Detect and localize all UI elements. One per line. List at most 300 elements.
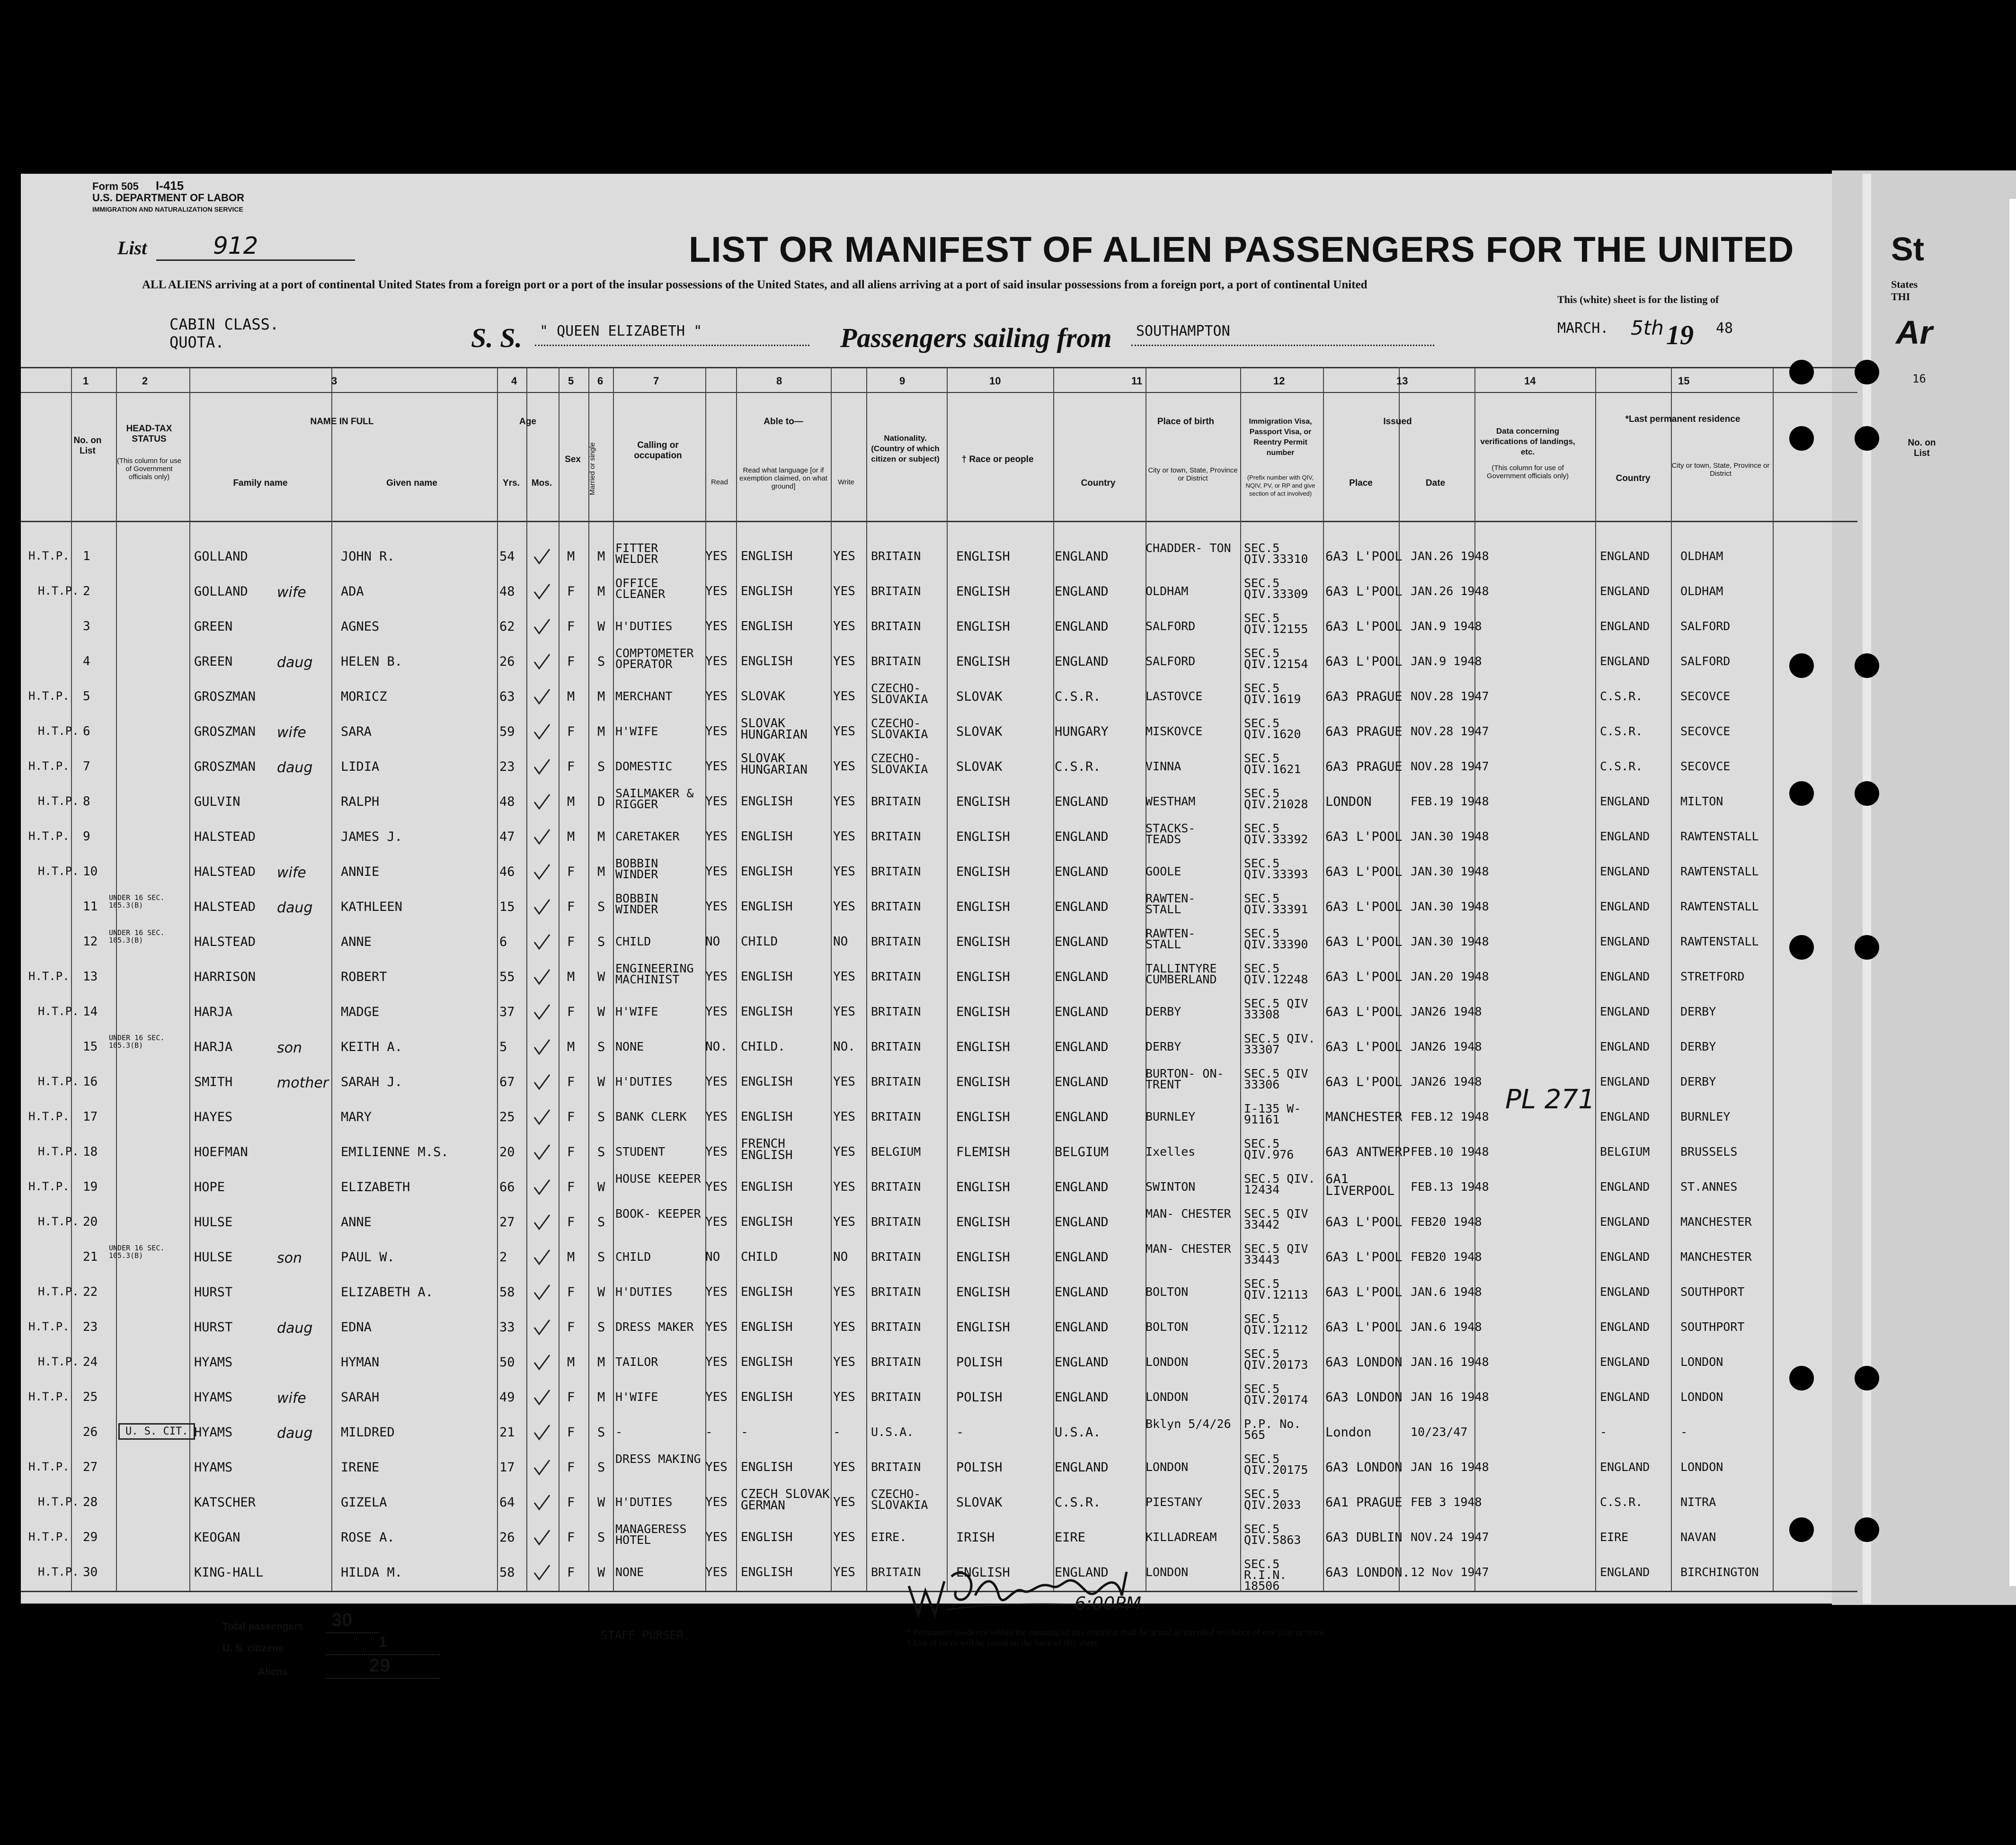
can-write: YES: [833, 1075, 855, 1089]
occupation: H'DUTIES: [615, 619, 673, 633]
occupation: NONE: [615, 1040, 644, 1053]
age-years: 46: [499, 865, 515, 879]
can-read: YES: [705, 829, 728, 844]
issued-place: 6A3 L'POOL: [1325, 549, 1403, 564]
residence-city: DERBY: [1680, 1005, 1716, 1018]
birth-country: C.S.R.: [1055, 759, 1101, 774]
can-write: YES: [833, 1285, 855, 1299]
issued-date: JAN.30 1948: [1411, 900, 1489, 913]
manifest-title: LIST OR MANIFEST OF ALIEN PASSENGERS FOR THE UNITED: [689, 230, 1794, 270]
issued-place: 6A3 L'POOL: [1325, 1250, 1403, 1265]
check-mark-icon: [533, 1178, 551, 1197]
can-read: YES: [705, 1110, 728, 1124]
check-mark-icon: [533, 1493, 551, 1512]
passenger-row: [0, 785, 1837, 820]
residence-country: ENGLAND: [1600, 900, 1650, 913]
check-mark-icon: [533, 1423, 551, 1442]
punch-hole: [1789, 781, 1814, 806]
can-write: YES: [833, 1460, 855, 1474]
hdr-res-country: Country: [1616, 473, 1651, 483]
can-write: YES: [833, 654, 855, 668]
header-bottom-rule: [21, 521, 1857, 522]
family-name: GULVIN: [194, 794, 240, 809]
issued-place: 6A3 L'POOL: [1325, 935, 1403, 949]
birth-city: Bklyn 5/4/26: [1146, 1417, 1231, 1431]
issued-date: JAN.26 1948: [1411, 549, 1489, 563]
issued-date: JAN 16 1948: [1411, 1460, 1489, 1474]
marital-status: W: [597, 1180, 605, 1194]
birth-city: LONDON: [1146, 1355, 1189, 1369]
read-language: ENGLISH: [741, 794, 793, 809]
marital-status: D: [597, 794, 605, 809]
family-name: HURST: [194, 1285, 233, 1300]
age-years: 63: [499, 689, 515, 704]
marital-status: S: [597, 654, 605, 669]
residence-country: ENGLAND: [1600, 1355, 1650, 1369]
next-page-sheet: [1832, 170, 2016, 1605]
given-name: EDNA: [341, 1320, 372, 1335]
residence-country: C.S.R.: [1600, 689, 1643, 703]
race: ENGLISH: [956, 619, 1010, 634]
sex: F: [567, 1075, 575, 1089]
residence-city: NITRA: [1680, 1495, 1716, 1509]
list-number-cell: 26: [83, 1425, 98, 1439]
sex: M: [567, 1355, 575, 1370]
race: ENGLISH: [956, 1180, 1010, 1194]
issued-date: JAN.20 1948: [1411, 970, 1489, 983]
family-note: wife: [277, 584, 306, 601]
issued-date: JAN.6 1948: [1411, 1285, 1482, 1299]
race: ENGLISH: [956, 549, 1010, 564]
residence-city: SECOVCE: [1680, 759, 1731, 773]
check-mark-icon: [533, 1283, 551, 1302]
can-write: YES: [833, 1180, 855, 1194]
can-read: NO.: [705, 1040, 728, 1054]
marital-status: S: [597, 1460, 605, 1475]
column-number: 9: [899, 375, 906, 387]
age-years: 25: [499, 1110, 515, 1124]
given-name: LIDIA: [341, 759, 380, 774]
head-tax-status: H.T.P.: [38, 794, 79, 808]
race: POLISH: [956, 1460, 1003, 1475]
birth-city: BOLTON: [1146, 1285, 1189, 1299]
family-name: HURST: [194, 1320, 233, 1335]
given-name: RALPH: [341, 794, 380, 809]
read-language: CHILD.: [741, 1040, 785, 1054]
hdr-race: † Race or people: [961, 455, 1034, 464]
race: ENGLISH: [956, 970, 1010, 984]
issued-place: 6A3 PRAGUE: [1325, 759, 1403, 774]
sex: F: [567, 1110, 575, 1124]
head-tax-status: H.T.P.: [38, 1005, 79, 1018]
list-number-cell: 30: [83, 1565, 98, 1579]
can-read: YES: [705, 1005, 728, 1019]
occupation: H'WIFE: [615, 1390, 658, 1404]
sex: M: [567, 689, 575, 704]
race: IRISH: [956, 1530, 995, 1545]
issued-date: FEB 3 1948: [1411, 1495, 1482, 1509]
given-name: EMILIENNE M.S.: [341, 1145, 449, 1159]
issued-date: JAN.26 1948: [1411, 584, 1489, 598]
column-number-rule: [21, 392, 1857, 393]
residence-city: RAWTENSTALL: [1680, 935, 1759, 948]
residence-country: ENGLAND: [1600, 794, 1650, 808]
occupation: MANAGERESS HOTEL: [615, 1522, 687, 1547]
list-number-cell: 18: [83, 1145, 98, 1159]
hdr-given-name: Given name: [386, 478, 437, 488]
list-number-cell: 24: [83, 1355, 98, 1369]
nationality: BRITAIN: [871, 1320, 921, 1334]
visa-number: SEC.5 QIV.33309: [1244, 576, 1308, 601]
passenger-row: [0, 610, 1837, 645]
hdr-head-tax-note: (This column for use of Government officials only): [117, 457, 181, 481]
occupation: DRESS MAKING: [615, 1452, 701, 1466]
given-name: ELIZABETH: [341, 1180, 410, 1194]
check-mark-icon: [533, 1318, 551, 1337]
ship-name: " QUEEN ELIZABETH ": [540, 323, 702, 339]
check-mark-icon: [533, 1213, 551, 1232]
family-name: HALSTEAD: [194, 865, 256, 879]
issued-place: 6A3 L'POOL: [1325, 1040, 1403, 1054]
list-number-cell: 10: [83, 865, 98, 879]
column-number: 12: [1273, 375, 1285, 387]
read-language: SLOVAK HUNGARIAN: [741, 716, 808, 742]
passenger-row: [0, 1486, 1837, 1521]
read-language: ENGLISH: [741, 584, 793, 598]
race: SLOVAK: [956, 689, 1003, 704]
birth-city: Ixelles: [1146, 1145, 1196, 1159]
race: ENGLISH: [956, 584, 1010, 599]
read-language: CZECH SLOVAK GERMAN: [741, 1487, 830, 1513]
nationality: BRITAIN: [871, 1250, 921, 1264]
age-years: 50: [499, 1355, 515, 1370]
issued-place: 6A3 L'POOL: [1325, 584, 1403, 599]
marital-status: S: [597, 1110, 605, 1124]
birth-country: ENGLAND: [1055, 794, 1109, 809]
passenger-row: [0, 1135, 1837, 1170]
occupation: H'DUTIES: [615, 1495, 673, 1509]
residence-country: ENGLAND: [1600, 865, 1650, 878]
age-years: 26: [499, 1530, 515, 1545]
birth-country: ENGLAND: [1055, 1110, 1109, 1124]
check-mark-icon: [533, 652, 551, 671]
residence-country: ENGLAND: [1600, 654, 1650, 668]
aliens: 29: [369, 1655, 391, 1676]
passenger-row: [0, 995, 1837, 1030]
birth-city: MISKOVCE: [1146, 724, 1203, 738]
issued-place: 6A3 L'POOL: [1325, 1215, 1403, 1230]
age-years: 49: [499, 1390, 515, 1405]
age-years: 67: [499, 1075, 515, 1089]
can-write: YES: [833, 1530, 855, 1544]
race: ENGLISH: [956, 1250, 1010, 1265]
hdr-calling: Calling or occupation: [634, 440, 682, 461]
given-name: ANNE: [341, 935, 372, 949]
issued-place: 6A3 LONDON: [1325, 1460, 1403, 1475]
residence-country: ENGLAND: [1600, 935, 1650, 948]
nationality: BRITAIN: [871, 970, 921, 983]
birth-city: OLDHAM: [1146, 584, 1189, 598]
nationality: BRITAIN: [871, 1180, 921, 1194]
passenger-row: [0, 855, 1837, 890]
residence-country: C.S.R.: [1600, 1495, 1643, 1509]
check-mark-icon: [533, 863, 551, 882]
hdr-head-tax: HEAD-TAX STATUS: [126, 424, 172, 444]
us-citizens-label: U. S. citizens: [222, 1643, 284, 1654]
issued-date: JAN26 1948: [1411, 1075, 1482, 1088]
head-tax-status: H.T.P.: [38, 1495, 79, 1508]
given-name: MILDRED: [341, 1425, 395, 1440]
age-years: 2: [499, 1250, 507, 1265]
residence-country: ENGLAND: [1600, 1460, 1650, 1474]
given-name: ANNIE: [341, 865, 380, 879]
residence-city: DERBY: [1680, 1040, 1716, 1053]
read-language: -: [741, 1425, 748, 1439]
family-name: SMITH: [194, 1075, 233, 1089]
occupation: NONE: [615, 1565, 644, 1579]
nationality: BRITAIN: [871, 1040, 921, 1053]
birth-country: ENGLAND: [1055, 619, 1109, 634]
family-name: KEOGAN: [194, 1530, 240, 1545]
issued-place: 6A3 PRAGUE: [1325, 689, 1403, 704]
occupation: CHILD: [615, 1250, 651, 1264]
form-id: [92, 180, 244, 215]
occupation: DOMESTIC: [615, 759, 673, 773]
issued-date: JAN.6 1948: [1411, 1320, 1482, 1334]
visa-number: SEC.5 QIV.12155: [1244, 611, 1308, 636]
given-name: KATHLEEN: [341, 900, 403, 914]
issued-place: 6A3 L'POOL: [1325, 1005, 1403, 1019]
marital-status: S: [597, 1530, 605, 1545]
occupation: BOBBIN WINDER: [615, 856, 658, 881]
residence-country: ENGLAND: [1600, 970, 1650, 983]
port-underline: [1131, 345, 1434, 346]
marital-status: S: [597, 1320, 605, 1335]
hdr-data-concerning: Data concerning verifications of landings, etc.: [1480, 427, 1575, 456]
occupation: SAILMAKER & RIGGER: [615, 786, 694, 811]
issued-place: MANCHESTER: [1325, 1110, 1403, 1124]
can-read: YES: [705, 1460, 728, 1474]
list-underline: [156, 259, 355, 261]
age-years: 54: [499, 549, 515, 564]
given-name: IRENE: [341, 1460, 380, 1475]
residence-country: ENGLAND: [1600, 1565, 1650, 1579]
punch-hole: [1855, 935, 1879, 960]
birth-country: ENGLAND: [1055, 1460, 1109, 1475]
next-sheet-hdr: No. on List: [1908, 438, 1936, 458]
race: -: [956, 1425, 964, 1440]
next-sheet-title: St: [1891, 231, 1924, 267]
birth-city: WESTHAM: [1146, 794, 1196, 808]
list-number-cell: 22: [83, 1285, 98, 1299]
can-read: YES: [705, 794, 728, 809]
hdr-family-name: Family name: [233, 478, 288, 488]
birth-city: MAN- CHESTER: [1146, 1207, 1231, 1221]
age-years: 17: [499, 1460, 515, 1475]
ss-label: S. S.: [471, 322, 523, 353]
can-write: YES: [833, 759, 855, 774]
head-tax-status: H.T.P.: [28, 759, 70, 773]
nationality: U.S.A.: [871, 1425, 914, 1439]
manifest-subtitle: ALL ALIENS arriving at a port of continental United States from a foreign port or a port of the insular possessions of the United States, and all aliens arriving at a port of said insular possessions from a foreign port, a port of continental United: [142, 278, 1368, 291]
read-language: ENGLISH: [741, 549, 793, 563]
can-write: YES: [833, 1320, 855, 1334]
birth-city: BOLTON: [1146, 1320, 1189, 1334]
family-note: daug: [277, 654, 313, 671]
column-number: 10: [989, 375, 1001, 387]
column-number: 7: [653, 375, 659, 387]
can-write: YES: [833, 1110, 855, 1124]
age-years: 21: [499, 1425, 515, 1440]
issued-date: JAN26 1948: [1411, 1040, 1482, 1053]
visa-number: I-135 W-91161: [1244, 1102, 1301, 1126]
marital-status: W: [597, 1495, 605, 1510]
column-number: 2: [142, 375, 148, 387]
check-mark-icon: [533, 1388, 551, 1407]
occupation: H'WIFE: [615, 1005, 658, 1018]
sex: M: [567, 1250, 575, 1265]
form-number-b: I-415: [155, 178, 184, 193]
age-years: 62: [499, 619, 515, 634]
race: ENGLISH: [956, 1075, 1010, 1089]
given-name: PAUL W.: [341, 1250, 395, 1265]
can-write: YES: [833, 1355, 855, 1369]
given-name: ADA: [341, 584, 364, 599]
given-name: SARA: [341, 724, 372, 739]
birth-city: RAWTEN- STALL: [1146, 927, 1196, 951]
nationality: BRITAIN: [871, 1215, 921, 1229]
form-number: Form 505: [92, 180, 139, 192]
age-years: 66: [499, 1180, 515, 1194]
nationality: CZECHO- SLOVAKIA: [871, 681, 928, 706]
visa-number: SEC.5 QIV 33442: [1244, 1207, 1308, 1231]
punch-hole: [1789, 935, 1814, 960]
hdr-nationality: Nationality. (Country of which citizen or subject): [871, 434, 940, 463]
hdr-issued: Issued: [1383, 417, 1412, 427]
family-note: daug: [277, 1425, 313, 1442]
age-years: 37: [499, 1005, 515, 1019]
residence-country: ENGLAND: [1600, 584, 1650, 598]
hdr-visa-note: (Prefix number with QIV, NQIV, PV, or RP and give section of act involved): [1245, 474, 1315, 497]
sheet-note: This (white) sheet is for the listing of: [1557, 294, 1719, 305]
next-sheet-sub1: States: [1891, 278, 1918, 290]
column-number: 14: [1524, 375, 1536, 387]
family-name: GROSZMAN: [194, 759, 256, 774]
class-stamp: [169, 315, 279, 351]
nationality: CZECHO- SLOVAKIA: [871, 751, 928, 776]
issued-date: NOV.28 1947: [1411, 689, 1489, 703]
marital-status: S: [597, 1040, 605, 1054]
occupation: -: [615, 1425, 623, 1439]
head-tax-status: H.T.P.: [28, 829, 70, 843]
can-read: YES: [705, 759, 728, 774]
list-number-cell: 4: [83, 654, 90, 668]
list-number-cell: 23: [83, 1320, 98, 1334]
race: ENGLISH: [956, 1320, 1010, 1335]
list-number-cell: 16: [83, 1075, 98, 1089]
nationality: BRITAIN: [871, 1075, 921, 1088]
passenger-row: [0, 645, 1837, 680]
age-years: 58: [499, 1285, 515, 1300]
residence-country: BELGIUM: [1600, 1145, 1650, 1159]
hdr-birth-country: Country: [1081, 478, 1116, 488]
occupation: CHILD: [615, 935, 651, 948]
sex: F: [567, 759, 575, 774]
column-number: 11: [1131, 375, 1143, 387]
read-language: ENGLISH: [741, 829, 793, 844]
issued-place: 6A3 L'POOL: [1325, 865, 1403, 879]
check-mark-icon: [533, 547, 551, 566]
visa-number: SEC.5 QIV.1621: [1244, 751, 1301, 776]
birth-city: LONDON: [1146, 1390, 1189, 1404]
issued-date: 12 Nov 1947: [1411, 1565, 1489, 1579]
marital-status: W: [597, 970, 605, 984]
visa-number: SEC.5 QIV.12112: [1244, 1312, 1308, 1337]
list-number-cell: 17: [83, 1110, 98, 1124]
column-number: 8: [776, 375, 782, 387]
issued-place: 6A3 L'POOL: [1325, 829, 1403, 844]
residence-city: MANCHESTER: [1680, 1215, 1752, 1229]
issued-date: JAN26 1948: [1411, 1005, 1482, 1018]
hdr-issued-place: Place: [1349, 478, 1373, 488]
passenger-row: [0, 1170, 1837, 1205]
family-name: GREEN: [194, 654, 233, 669]
passenger-row: [0, 925, 1837, 960]
residence-country: ENGLAND: [1600, 1250, 1650, 1264]
list-number-cell: 12: [83, 935, 98, 949]
check-mark-icon: [533, 1458, 551, 1477]
check-mark-icon: [533, 968, 551, 987]
head-tax-status: H.T.P.: [28, 689, 70, 703]
family-name: KATSCHER: [194, 1495, 256, 1510]
occupation: COMPTOMETER OPERATOR: [615, 646, 694, 671]
sailing-month: MARCH.: [1557, 320, 1609, 337]
sailing-label: Passengers sailing from: [840, 322, 1112, 353]
birth-city: RAWTEN- STALL: [1146, 891, 1196, 916]
aliens-label: Aliens: [258, 1667, 288, 1677]
check-mark-icon: [533, 582, 551, 601]
hdr-married: Married or single: [588, 442, 596, 495]
head-tax-status: UNDER 16 SEC. 105.3(B): [109, 928, 165, 945]
sex: F: [567, 1495, 575, 1510]
read-language: ENGLISH: [741, 865, 793, 879]
nationality: BRITAIN: [871, 1355, 921, 1369]
list-number-cell: 27: [83, 1460, 98, 1474]
birth-country: C.S.R.: [1055, 1495, 1101, 1510]
birth-city: SALFORD: [1146, 654, 1196, 668]
nationality: BRITAIN: [871, 584, 921, 598]
family-note: daug: [277, 759, 313, 776]
birth-country: ENGLAND: [1055, 935, 1109, 949]
list-number-cell: 8: [83, 794, 90, 809]
residence-city: SECOVCE: [1680, 724, 1731, 738]
hdr-birth-city: City or town, State, Province or District: [1148, 466, 1238, 482]
marital-status: W: [597, 1005, 605, 1019]
head-tax-status: H.T.P.: [28, 1110, 70, 1123]
punch-hole: [1789, 653, 1814, 678]
punch-hole: [1855, 1366, 1879, 1390]
list-number-cell: 21: [83, 1250, 98, 1264]
head-tax-status: H.T.P.: [38, 865, 79, 878]
race: SLOVAK: [956, 724, 1003, 739]
head-tax-status: H.T.P.: [28, 1460, 70, 1473]
birth-city: MAN- CHESTER: [1146, 1242, 1231, 1256]
given-name: MORICZ: [341, 689, 387, 704]
hdr-able-to: Able to—: [764, 417, 803, 427]
list-number-cell: 13: [83, 970, 98, 984]
check-mark-icon: [533, 1353, 551, 1372]
visa-number: SEC.5 QIV.5863: [1244, 1522, 1301, 1547]
